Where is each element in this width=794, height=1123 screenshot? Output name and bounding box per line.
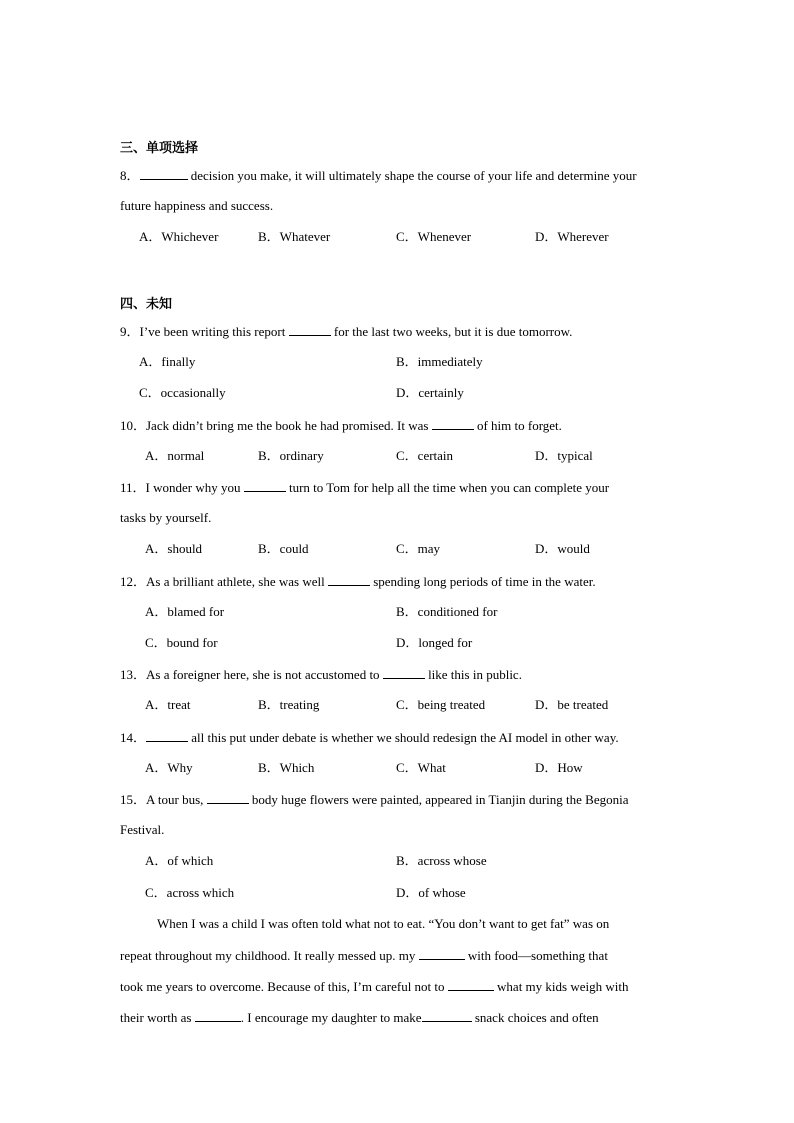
question-8-number: 8． [120, 168, 140, 183]
question-14-blank [146, 729, 188, 742]
q14-option-d[interactable]: D．How [535, 760, 583, 775]
q13-option-a[interactable]: A．treat [145, 697, 191, 712]
question-12-post: spending long periods of time in the water. [369, 574, 596, 589]
question-10-pre: 10．Jack didn’t bring me the book he had promised. It was [120, 418, 432, 433]
question-13-pre: 13．As a foreigner here, she is not accustomed to [120, 667, 383, 682]
passage-blank-3 [195, 1009, 241, 1022]
question-13-post: like this in public. [424, 667, 522, 682]
q11-option-a[interactable]: A．should [145, 541, 203, 556]
question-11-post: turn to Tom for help all the time when you can complete your [285, 480, 610, 495]
question-8-line-1 [120, 167, 637, 184]
passage-blank-4 [422, 1009, 472, 1022]
q13-option-b[interactable]: B．treating [258, 697, 320, 712]
question-10-post: of him to forget. [473, 418, 562, 433]
section-heading-single-choice: 三、单项选择 [120, 140, 199, 155]
question-8-line-2: future happiness and success. [120, 198, 274, 213]
q15-option-b[interactable]: B．across whose [396, 853, 487, 868]
question-12-blank [328, 573, 370, 586]
q14-option-b[interactable]: B．Which [258, 760, 315, 775]
q9-option-c[interactable]: C．occasionally [139, 385, 226, 400]
q8-option-d[interactable]: D．Wherever [535, 229, 609, 244]
question-10 [120, 417, 562, 434]
question-15-pre: 15．A tour bus, [120, 792, 207, 807]
question-15-post: body huge flowers were painted, appeared in Tianjin during the Begonia [248, 792, 629, 807]
question-11-pre: 11．I wonder why you [120, 480, 244, 495]
passage-line-4-b: . I encourage my daughter to make [240, 1010, 422, 1025]
q15-option-a[interactable]: A．of which [145, 853, 214, 868]
passage-line-1: When I was a child I was often told what not to eat. “You don’t want to get fat” was on [157, 916, 610, 931]
question-15-line-2: Festival. [120, 822, 165, 837]
question-14 [120, 729, 619, 746]
passage-line-3-b: what my kids weigh with [493, 979, 629, 994]
q13-option-c[interactable]: C．being treated [396, 697, 486, 712]
q8-option-b[interactable]: B．Whatever [258, 229, 331, 244]
q12-option-b[interactable]: B．conditioned for [396, 604, 498, 619]
passage-line-3 [120, 978, 628, 995]
q9-option-d[interactable]: D．certainly [396, 385, 464, 400]
q15-option-c[interactable]: C．across which [145, 885, 235, 900]
q10-option-d[interactable]: D．typical [535, 448, 593, 463]
question-12-pre: 12．As a brilliant athlete, she was well [120, 574, 328, 589]
passage-blank-1 [419, 947, 465, 960]
question-8-blank [140, 167, 188, 180]
passage-line-2-a: repeat throughout my childhood. It really messed up. my [120, 948, 419, 963]
question-13 [120, 666, 522, 683]
question-14-pre: 14． [120, 730, 147, 745]
q14-option-c[interactable]: C．What [396, 760, 446, 775]
question-9-blank [289, 323, 331, 336]
q8-option-a[interactable]: A．Whichever [139, 229, 219, 244]
passage-line-4-c: snack choices and often [471, 1010, 599, 1025]
question-15-line-1 [120, 791, 628, 808]
passage-line-3-a: took me years to overcome. Because of this, I’m careful not to [120, 979, 448, 994]
passage-line-2-b: with food—something that [464, 948, 608, 963]
q10-option-b[interactable]: B．ordinary [258, 448, 324, 463]
q10-option-a[interactable]: A．normal [145, 448, 205, 463]
q14-option-a[interactable]: A．Why [145, 760, 193, 775]
q8-option-c[interactable]: C．Whenever [396, 229, 472, 244]
question-9-pre: 9．I’ve been writing this report [120, 324, 289, 339]
question-9-post: for the last two weeks, but it is due tomorrow. [330, 324, 573, 339]
question-8-text: decision you make, it will ultimately shape the course of your life and determine your [187, 168, 637, 183]
passage-line-2 [120, 947, 608, 964]
q12-option-d[interactable]: D．longed for [396, 635, 473, 650]
q10-option-c[interactable]: C．certain [396, 448, 454, 463]
question-11-line-1 [120, 479, 609, 496]
section-heading-unknown: 四、未知 [120, 296, 173, 311]
q12-option-c[interactable]: C．bound for [145, 635, 218, 650]
q9-option-b[interactable]: B．immediately [396, 354, 483, 369]
question-13-blank [383, 666, 425, 679]
q12-option-a[interactable]: A．blamed for [145, 604, 225, 619]
q11-option-b[interactable]: B．could [258, 541, 309, 556]
q9-option-a[interactable]: A．finally [139, 354, 196, 369]
question-15-blank [207, 791, 249, 804]
question-10-blank [432, 417, 474, 430]
passage-blank-2 [448, 978, 494, 991]
question-14-post: all this put under debate is whether we should redesign the AI model in other way. [188, 730, 619, 745]
q11-option-d[interactable]: D．would [535, 541, 590, 556]
question-9 [120, 323, 572, 340]
passage-line-4 [120, 1009, 599, 1026]
question-12 [120, 573, 596, 590]
question-11-line-2: tasks by yourself. [120, 510, 212, 525]
q15-option-d[interactable]: D．of whose [396, 885, 466, 900]
question-11-blank [244, 479, 286, 492]
passage-line-4-a: their worth as [120, 1010, 195, 1025]
q13-option-d[interactable]: D．be treated [535, 697, 609, 712]
q11-option-c[interactable]: C．may [396, 541, 441, 556]
